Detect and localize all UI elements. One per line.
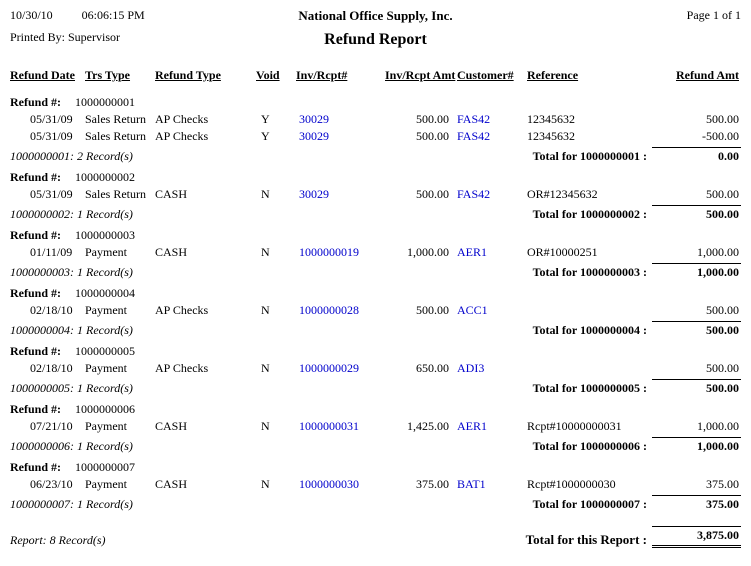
refund-number-value: 1000000002 xyxy=(75,170,135,184)
group-total-amount: 500.00 xyxy=(652,205,741,222)
refund-number-label: Refund #: xyxy=(10,286,62,300)
cell-reference: 12345632 xyxy=(527,129,575,143)
refund-group xyxy=(10,343,741,396)
cell-refund-amt: 1,000.00 xyxy=(697,419,739,433)
group-total-amount: 375.00 xyxy=(652,495,741,512)
column-header-row xyxy=(10,67,741,84)
group-total-row xyxy=(10,263,741,280)
printed-by: Printed By: Supervisor xyxy=(10,30,120,44)
cell-reference: OR#12345632 xyxy=(527,187,598,201)
group-total-amount: 500.00 xyxy=(652,321,741,338)
report-footer xyxy=(10,526,741,548)
group-header xyxy=(10,94,741,110)
cell-refund-type: CASH xyxy=(155,419,188,433)
cell-inv-amt: 500.00 xyxy=(416,303,449,317)
group-total-row xyxy=(10,147,741,164)
cell-refund-amt: 500.00 xyxy=(706,361,739,375)
refund-number-value: 1000000004 xyxy=(75,286,135,300)
refund-number-label: Refund #: xyxy=(10,344,62,358)
refund-number-label: Refund #: xyxy=(10,402,62,416)
group-total-label: Total for 1000000003 : xyxy=(532,265,647,279)
column-header-inv-rcpt-amt: Inv/Rcpt Amt xyxy=(385,68,456,82)
cell-inv-amt: 1,000.00 xyxy=(407,245,449,259)
cell-void: N xyxy=(261,245,270,259)
cell-refund-type: CASH xyxy=(155,187,188,201)
cell-trs-type: Payment xyxy=(85,419,127,433)
cell-refund-amt: -500.00 xyxy=(702,129,739,143)
group-record-count: 1000000005: 1 Record(s) xyxy=(10,381,133,395)
group-header xyxy=(10,459,741,475)
column-header-refund-amt: Refund Amt xyxy=(675,68,739,82)
group-total-label: Total for 1000000005 : xyxy=(532,381,647,395)
cell-reference xyxy=(527,360,652,377)
cell-refund-type: CASH xyxy=(155,245,188,259)
group-total-amount: 1,000.00 xyxy=(652,437,741,454)
detail-row xyxy=(10,418,741,435)
cell-reference: Rcpt#10000000031 xyxy=(527,419,622,433)
group-header xyxy=(10,227,741,243)
refund-number-value: 1000000006 xyxy=(75,402,135,416)
detail-row xyxy=(10,244,741,261)
cell-reference: 12345632 xyxy=(527,112,575,126)
inv-rcpt-link[interactable]: 1000000028 xyxy=(299,303,359,317)
cell-refund-amt: 375.00 xyxy=(706,477,739,491)
refund-number-value: 1000000003 xyxy=(75,228,135,242)
group-header xyxy=(10,285,741,301)
inv-rcpt-link[interactable]: 1000000029 xyxy=(299,361,359,375)
column-header-refund-type: Refund Type xyxy=(155,68,221,82)
cell-refund-type: AP Checks xyxy=(155,129,209,143)
group-total-label: Total for 1000000007 : xyxy=(532,497,647,511)
report-body xyxy=(10,94,741,512)
cell-inv-amt: 650.00 xyxy=(416,361,449,375)
refund-group xyxy=(10,169,741,222)
refund-group xyxy=(10,285,741,338)
cell-inv-amt: 500.00 xyxy=(416,187,449,201)
group-total-label: Total for 1000000002 : xyxy=(532,207,647,221)
group-total-row xyxy=(10,205,741,222)
inv-rcpt-link[interactable]: 30029 xyxy=(299,129,329,143)
inv-rcpt-link[interactable]: 30029 xyxy=(299,187,329,201)
refund-number-label: Refund #: xyxy=(10,170,62,184)
detail-row xyxy=(10,360,741,377)
cell-date: 01/11/09 xyxy=(30,245,73,259)
cell-reference: Rcpt#1000000030 xyxy=(527,477,616,491)
cell-inv-amt: 500.00 xyxy=(416,112,449,126)
report-title: Refund Report xyxy=(324,31,427,48)
refund-number-label: Refund #: xyxy=(10,460,62,474)
group-total-row xyxy=(10,321,741,338)
inv-rcpt-link[interactable]: 1000000019 xyxy=(299,245,359,259)
group-record-count: 1000000003: 1 Record(s) xyxy=(10,265,133,279)
cell-void: N xyxy=(261,361,270,375)
cell-void: Y xyxy=(261,129,270,143)
detail-row xyxy=(10,302,741,319)
cell-refund-amt: 500.00 xyxy=(706,187,739,201)
group-header xyxy=(10,401,741,417)
cell-void: N xyxy=(261,477,270,491)
refund-number-label: Refund #: xyxy=(10,95,62,109)
report-total-label: Total for this Report : xyxy=(525,532,647,547)
refund-group xyxy=(10,94,741,164)
customer-link[interactable]: FAS42 xyxy=(457,187,491,201)
cell-trs-type: Sales Return xyxy=(85,112,146,126)
cell-trs-type: Payment xyxy=(85,303,127,317)
cell-inv-amt: 375.00 xyxy=(416,477,449,491)
detail-row xyxy=(10,128,741,145)
customer-link[interactable]: AER1 xyxy=(457,245,487,259)
group-record-count: 1000000006: 1 Record(s) xyxy=(10,439,133,453)
group-record-count: 1000000004: 1 Record(s) xyxy=(10,323,133,337)
detail-row xyxy=(10,186,741,203)
column-header-customer: Customer# xyxy=(457,68,514,82)
column-header-reference: Reference xyxy=(527,68,579,82)
cell-date: 02/18/10 xyxy=(30,361,73,375)
group-total-amount: 1,000.00 xyxy=(652,263,741,280)
detail-row xyxy=(10,111,741,128)
inv-rcpt-link[interactable]: 1000000031 xyxy=(299,419,359,433)
group-total-amount: 0.00 xyxy=(652,147,741,164)
print-date: 10/30/10 xyxy=(10,8,53,22)
print-time: 06:06:15 PM xyxy=(81,8,145,22)
cell-date: 06/23/10 xyxy=(30,477,73,491)
column-header-trs-type: Trs Type xyxy=(85,68,131,82)
cell-refund-amt: 500.00 xyxy=(706,303,739,317)
cell-trs-type: Payment xyxy=(85,361,127,375)
header-center xyxy=(225,8,526,49)
refund-number-value: 1000000005 xyxy=(75,344,135,358)
inv-rcpt-link[interactable]: 1000000030 xyxy=(299,477,359,491)
column-header-refund-date: Refund Date xyxy=(10,68,75,82)
page-number: Page 1 of 1 xyxy=(686,8,741,22)
cell-date: 02/18/10 xyxy=(30,303,73,317)
cell-date: 05/31/09 xyxy=(30,187,73,201)
cell-void: N xyxy=(261,187,270,201)
company-name: National Office Supply, Inc. xyxy=(298,8,453,23)
cell-reference xyxy=(527,302,652,319)
cell-inv-amt: 1,425.00 xyxy=(407,419,449,433)
group-record-count: 1000000007: 1 Record(s) xyxy=(10,497,133,511)
refund-group xyxy=(10,459,741,512)
group-total-label: Total for 1000000001 : xyxy=(532,149,647,163)
report-header xyxy=(10,8,741,49)
print-datetime xyxy=(10,8,225,23)
refund-number-label: Refund #: xyxy=(10,228,62,242)
group-total-row xyxy=(10,379,741,396)
cell-trs-type: Payment xyxy=(85,245,127,259)
customer-link[interactable]: ADI3 xyxy=(457,361,485,375)
customer-link[interactable]: BAT1 xyxy=(457,477,486,491)
cell-refund-type: AP Checks xyxy=(155,361,209,375)
cell-trs-type: Sales Return xyxy=(85,129,146,143)
cell-inv-amt: 500.00 xyxy=(416,129,449,143)
cell-void: N xyxy=(261,303,270,317)
report-total-amount: 3,875.00 xyxy=(652,526,741,548)
cell-refund-type: AP Checks xyxy=(155,303,209,317)
group-header xyxy=(10,343,741,359)
group-total-amount: 500.00 xyxy=(652,379,741,396)
report-record-count: Report: 8 Record(s) xyxy=(10,533,106,547)
customer-link[interactable]: ACC1 xyxy=(457,303,488,317)
group-record-count: 1000000001: 2 Record(s) xyxy=(10,149,133,163)
customer-link[interactable]: FAS42 xyxy=(457,112,491,126)
cell-refund-amt: 500.00 xyxy=(706,112,739,126)
column-header-inv-rcpt: Inv/Rcpt# xyxy=(296,68,348,82)
refund-number-value: 1000000007 xyxy=(75,460,135,474)
inv-rcpt-link[interactable]: 30029 xyxy=(299,112,329,126)
refund-number-value: 1000000001 xyxy=(75,95,135,109)
group-total-label: Total for 1000000006 : xyxy=(532,439,647,453)
group-total-row xyxy=(10,437,741,454)
refund-group xyxy=(10,227,741,280)
cell-date: 05/31/09 xyxy=(30,129,73,143)
cell-date: 07/21/10 xyxy=(30,419,73,433)
cell-void: Y xyxy=(261,112,270,126)
column-header-void: Void xyxy=(256,68,280,82)
customer-link[interactable]: FAS42 xyxy=(457,129,491,143)
cell-date: 05/31/09 xyxy=(30,112,73,126)
detail-row xyxy=(10,476,741,493)
cell-reference: OR#10000251 xyxy=(527,245,598,259)
customer-link[interactable]: AER1 xyxy=(457,419,487,433)
cell-trs-type: Payment xyxy=(85,477,127,491)
cell-refund-type: AP Checks xyxy=(155,112,209,126)
cell-refund-amt: 1,000.00 xyxy=(697,245,739,259)
group-total-label: Total for 1000000004 : xyxy=(532,323,647,337)
group-header xyxy=(10,169,741,185)
header-left xyxy=(10,8,225,45)
cell-trs-type: Sales Return xyxy=(85,187,146,201)
group-total-row xyxy=(10,495,741,512)
cell-refund-type: CASH xyxy=(155,477,188,491)
cell-void: N xyxy=(261,419,270,433)
group-record-count: 1000000002: 1 Record(s) xyxy=(10,207,133,221)
refund-group xyxy=(10,401,741,454)
